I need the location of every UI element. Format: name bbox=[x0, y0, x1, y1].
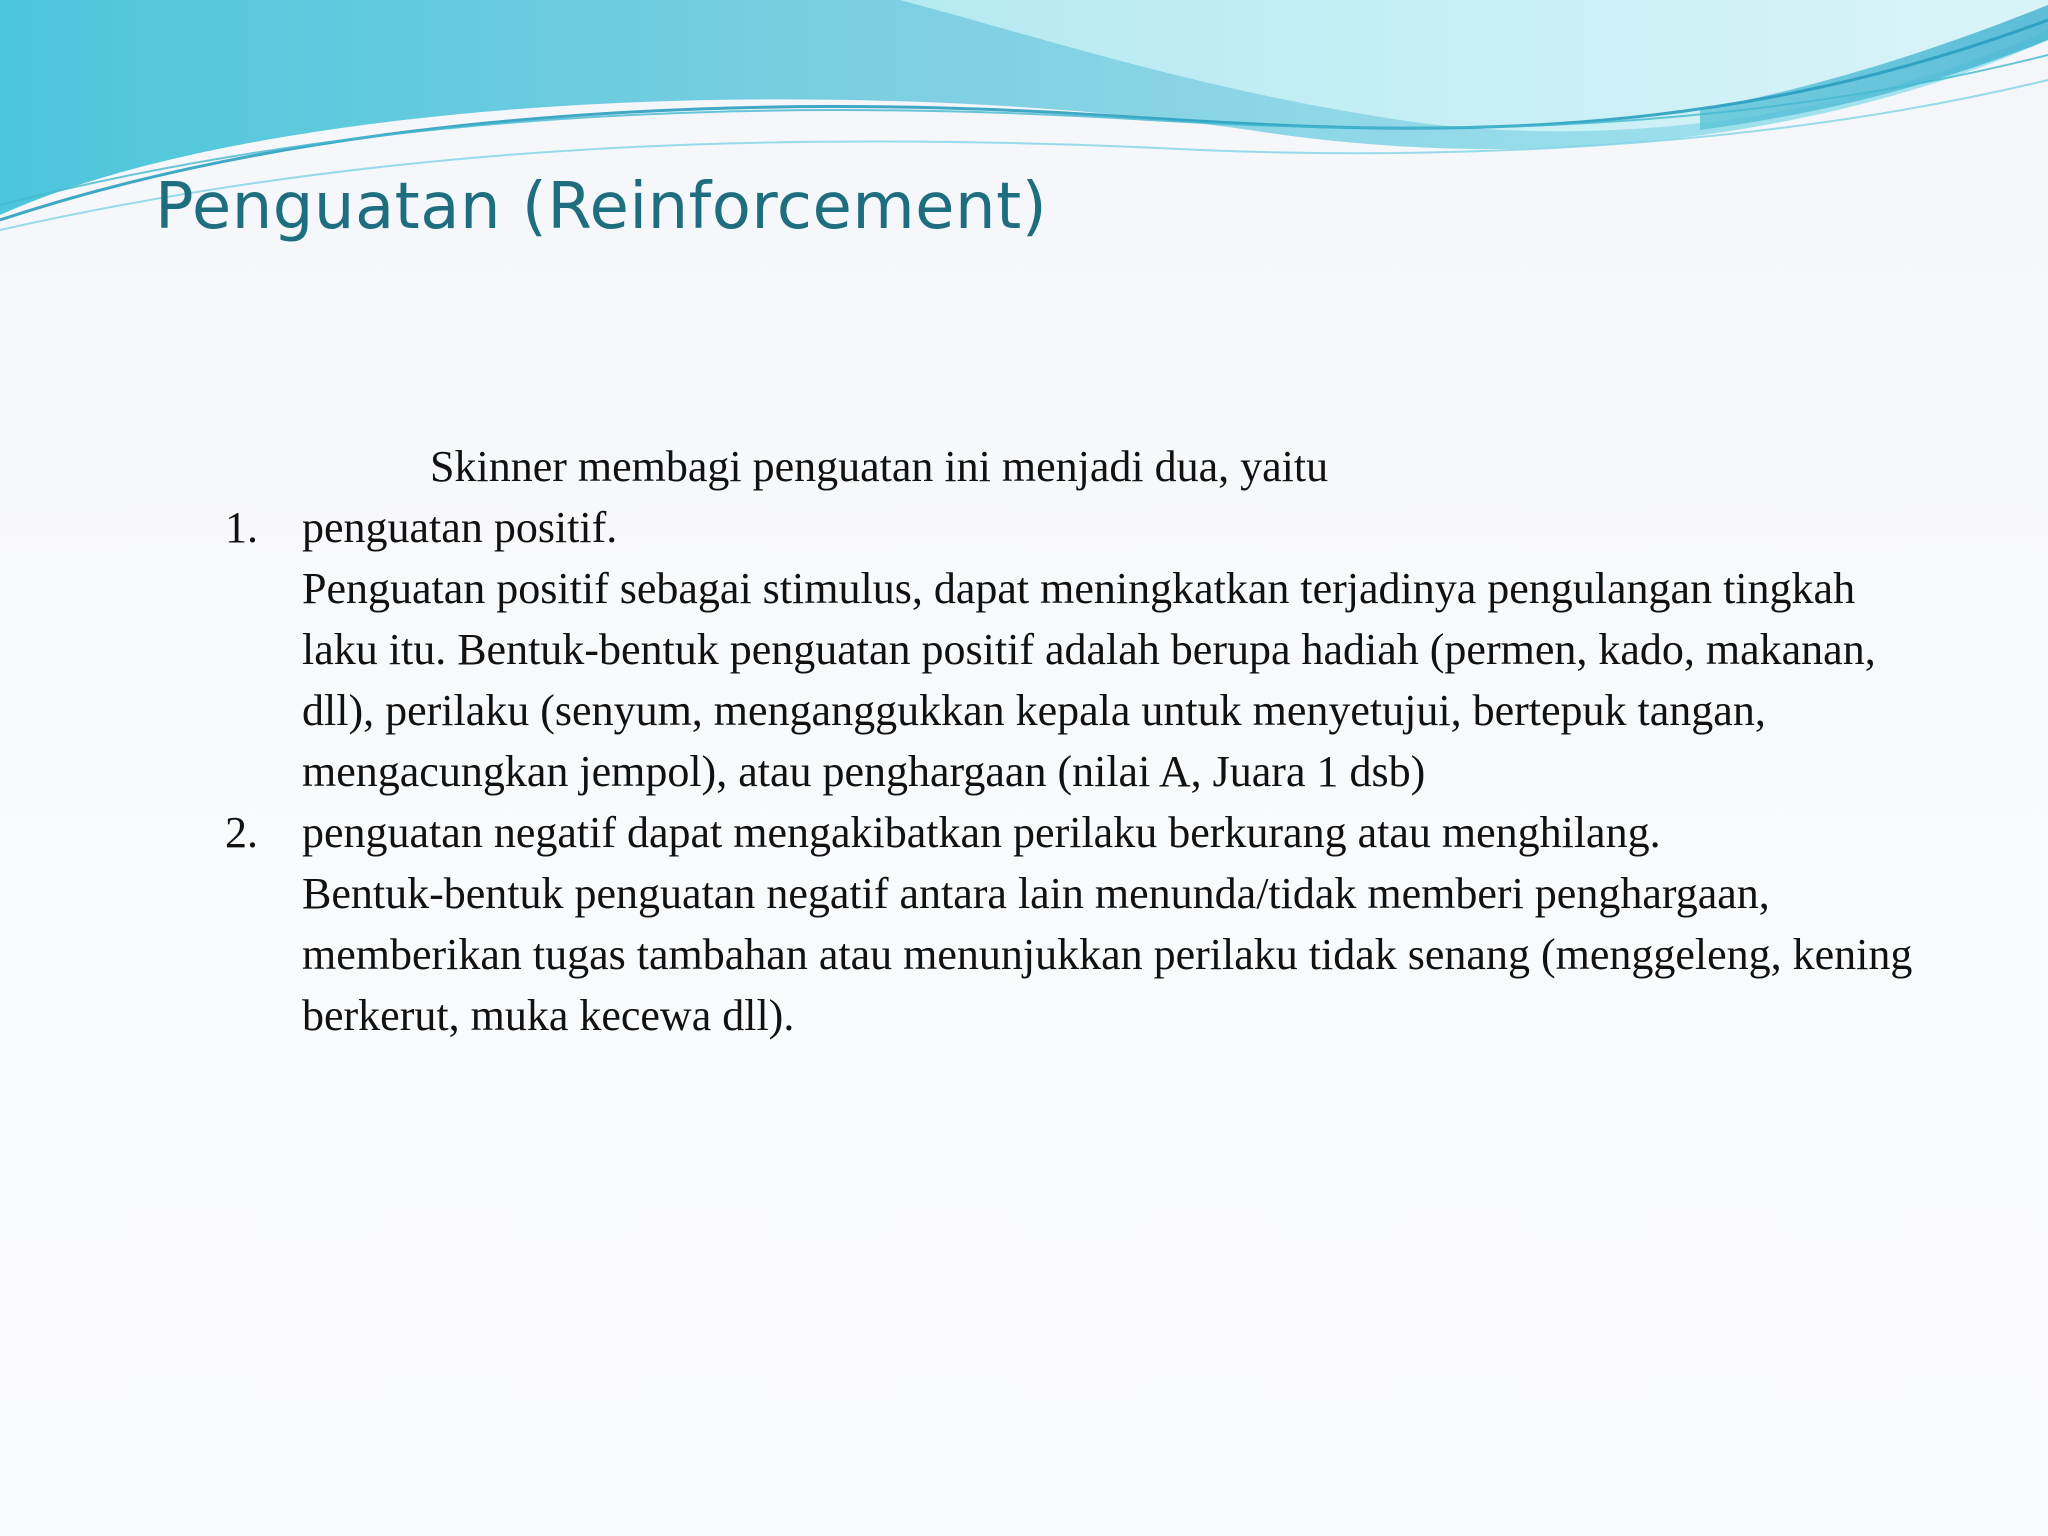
intro-text: Skinner membagi penguatan ini menjadi dua, yaitu bbox=[430, 442, 1329, 491]
list-item bbox=[225, 802, 1925, 1046]
list-item-heading: penguatan negatif dapat mengakibatkan perilaku berkurang atau menghilang. bbox=[302, 808, 1661, 857]
list-item-body: Penguatan positif sebagai stimulus, dapat meningkatkan terjadinya pengulangan tingkah laku itu. Bentuk-bentuk penguatan positif adalah berupa hadiah (permen, kado, makanan, dll), perilaku (senyum, menganggukkan kepala untuk menyetujui, bertepuk tangan, mengacungkan jempol), atau penghargaan (nilai A, Juara 1 dsb) bbox=[302, 564, 1876, 796]
slide-content bbox=[225, 436, 1925, 1046]
list-item bbox=[225, 497, 1925, 802]
list-item-body: Bentuk-bentuk penguatan negatif antara lain menunda/tidak memberi penghargaan, memberikan tugas tambahan atau menunjukkan perilaku tidak senang (menggeleng, kening berkerut, muka kecewa dll). bbox=[302, 869, 1913, 1040]
list-number: 1. bbox=[225, 503, 258, 552]
list-item-heading: penguatan positif. bbox=[302, 503, 618, 552]
slide-title: Penguatan (Reinforcement) bbox=[155, 170, 1048, 244]
list-number: 2. bbox=[225, 808, 258, 857]
